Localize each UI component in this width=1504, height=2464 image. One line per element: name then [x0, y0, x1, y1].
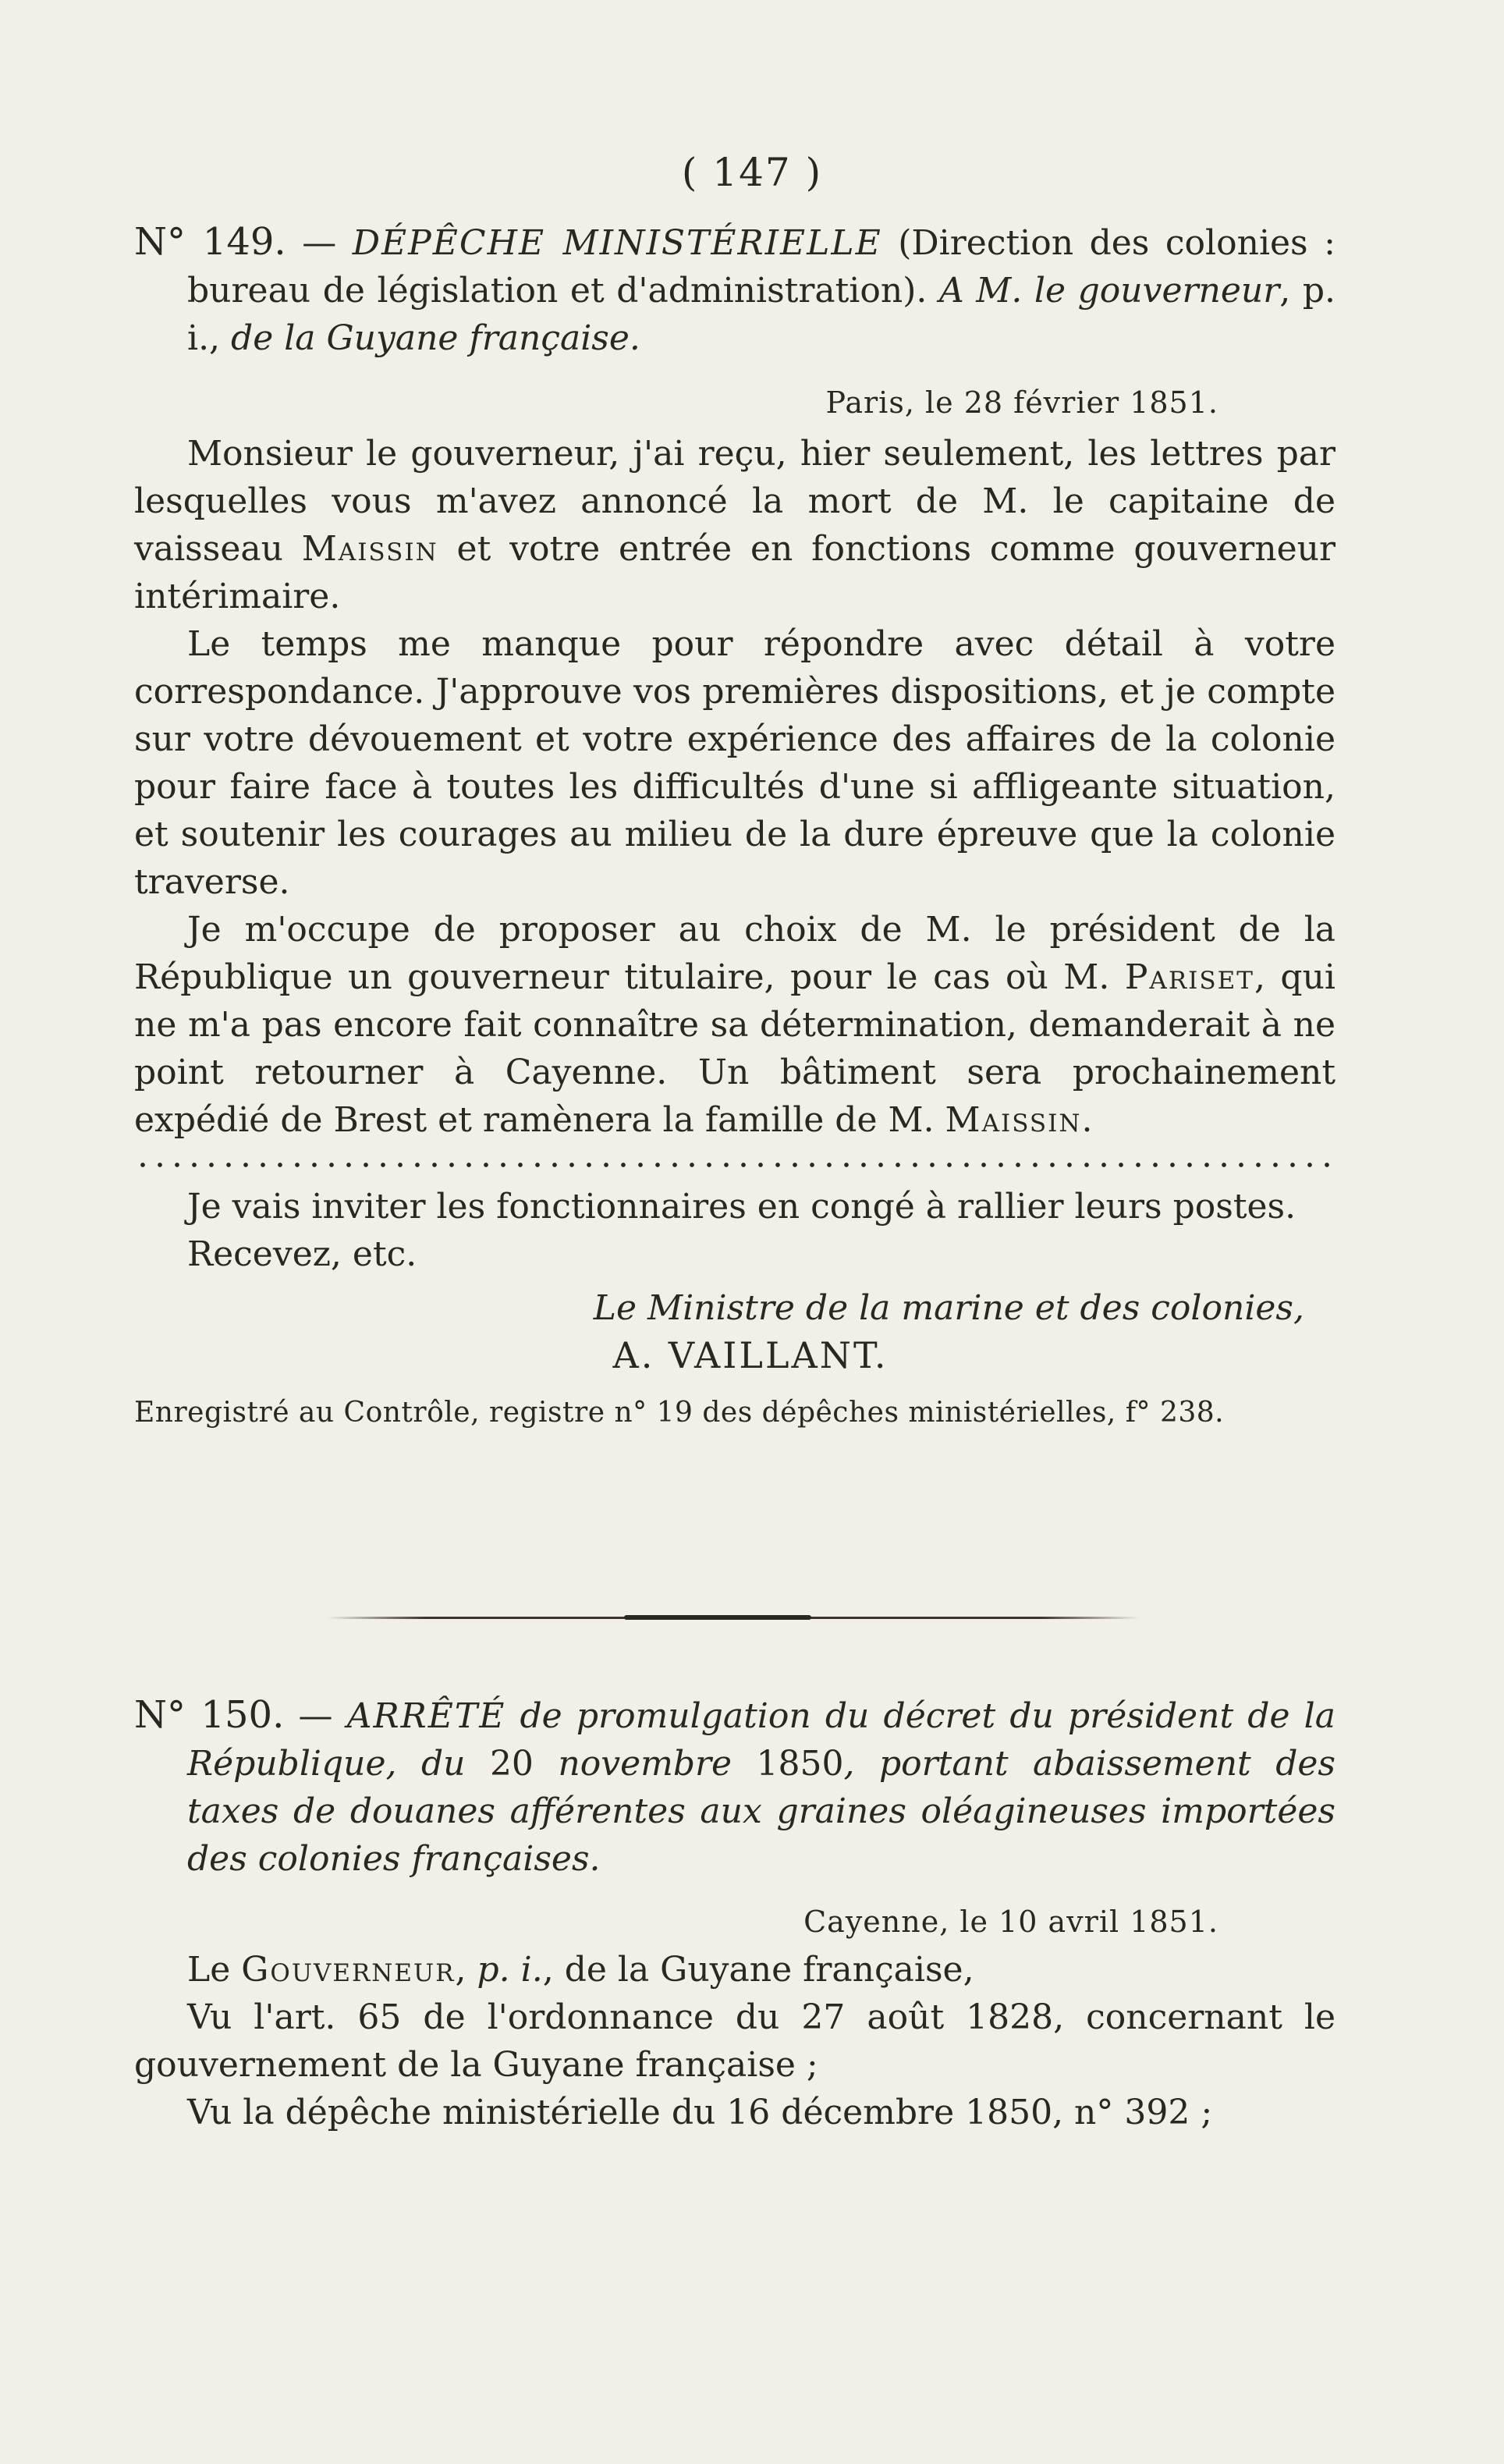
heading-date: 20	[489, 1744, 534, 1784]
heading-text: , p. i.,	[187, 271, 1336, 358]
page-number: ( 147 )	[681, 150, 823, 195]
preamble-line: Vu l'art. 65 de l'ordonnance du 27 août 1828, concernant le gouvernement de la Guyane française ;	[134, 1997, 1336, 2085]
heading-recipient: A M. le gouverneur	[938, 271, 1280, 311]
paragraph: Recevez, etc.	[187, 1234, 417, 1274]
decree-150-number: N° 150.	[134, 1693, 285, 1737]
paragraph-text: Je m'occupe de proposer au choix de M. le président de la République un gouverneur titulaire, pour le cas où M.	[134, 910, 1336, 997]
heading-dash: —	[302, 223, 337, 263]
heading-text: , portant abaissement des taxes de douanes afférentes aux graines oléagineuses importées des colonies françaises.	[187, 1744, 1336, 1879]
governor-title: Gouverneur	[241, 1950, 456, 1990]
heading-text: (Direction des colonies : bureau de législation et d'administration).	[187, 223, 1336, 311]
preamble-text: , de la Guyane française,	[542, 1950, 974, 1990]
place-date: Cayenne, le 10 avril 1851.	[803, 1905, 1218, 1939]
person-name: Pariset	[1124, 957, 1254, 997]
heading-text: de promulgation du décret du président de la République, du	[187, 1696, 1336, 1784]
dispatch-149-heading	[134, 218, 1336, 362]
signature-title: Le Ministre de la marine et des colonies,	[593, 1288, 1304, 1328]
registration-note: Enregistré au Contrôle, registre n° 19 des dépêches ministérielles, f° 238.	[134, 1397, 1225, 1429]
place-date: Paris, le 28 février 1851.	[825, 385, 1218, 420]
preamble-text: ,	[455, 1950, 477, 1990]
paragraph: Le temps me manque pour répondre avec détail à votre correspondance. J'approuve vos premières dispositions, et je compte sur votre dévouement et votre expérience des affaires de la colonie pour faire face à toutes les difficultés d'une si affligeante situation, et soutenir les courages au milieu de la dure épreuve que la colonie traverse.	[134, 624, 1336, 902]
ellipsis-dot-line	[134, 1161, 1336, 1169]
paragraph	[134, 430, 1336, 620]
dispatch-149-title: DÉPÊCHE MINISTÉRIELLE	[352, 223, 882, 263]
decree-150	[134, 1692, 1336, 2136]
heading-text: novembre	[533, 1744, 757, 1784]
paragraph-text: .	[1081, 1100, 1093, 1140]
signature-name: A. VAILLANT.	[612, 1334, 889, 1376]
heading-colony: de la Guyane française.	[231, 318, 640, 358]
paragraph-text: , qui ne m'a pas encore fait connaître sa détermination, demanderait à ne point retourner à Cayenne. Un bâtiment sera prochainement expédié de Brest et ramènera la famille de M.	[134, 957, 1336, 1140]
dispatch-149-number: N° 149.	[134, 220, 286, 264]
preamble-text: p. i.	[477, 1950, 543, 1990]
heading-year: 1850	[756, 1744, 844, 1784]
paragraph-text: et votre entrée en fonctions comme gouverneur intérimaire.	[134, 529, 1336, 616]
preamble-text: Le	[187, 1950, 242, 1990]
decree-150-title: ARRÊTÉ	[346, 1696, 506, 1736]
section-divider	[328, 1617, 1139, 1619]
heading-dash: —	[298, 1696, 333, 1736]
preamble-line: Vu la dépêche ministérielle du 16 décembre 1850, n° 392 ;	[187, 2093, 1213, 2132]
preamble-line	[134, 1946, 1336, 1994]
paragraph	[134, 906, 1336, 1144]
decree-150-heading	[134, 1692, 1336, 1883]
paragraph: Je vais inviter les fonctionnaires en congé à rallier leurs postes.	[187, 1187, 1296, 1227]
paragraph-text: Monsieur le gouverneur, j'ai reçu, hier seulement, les lettres par lesquelles vous m'avez annoncé la mort de M. le capitaine de vaisseau	[134, 434, 1336, 569]
dispatch-149	[134, 218, 1336, 1436]
person-name: Maissin	[301, 529, 438, 569]
person-name: Maissin	[945, 1100, 1082, 1140]
